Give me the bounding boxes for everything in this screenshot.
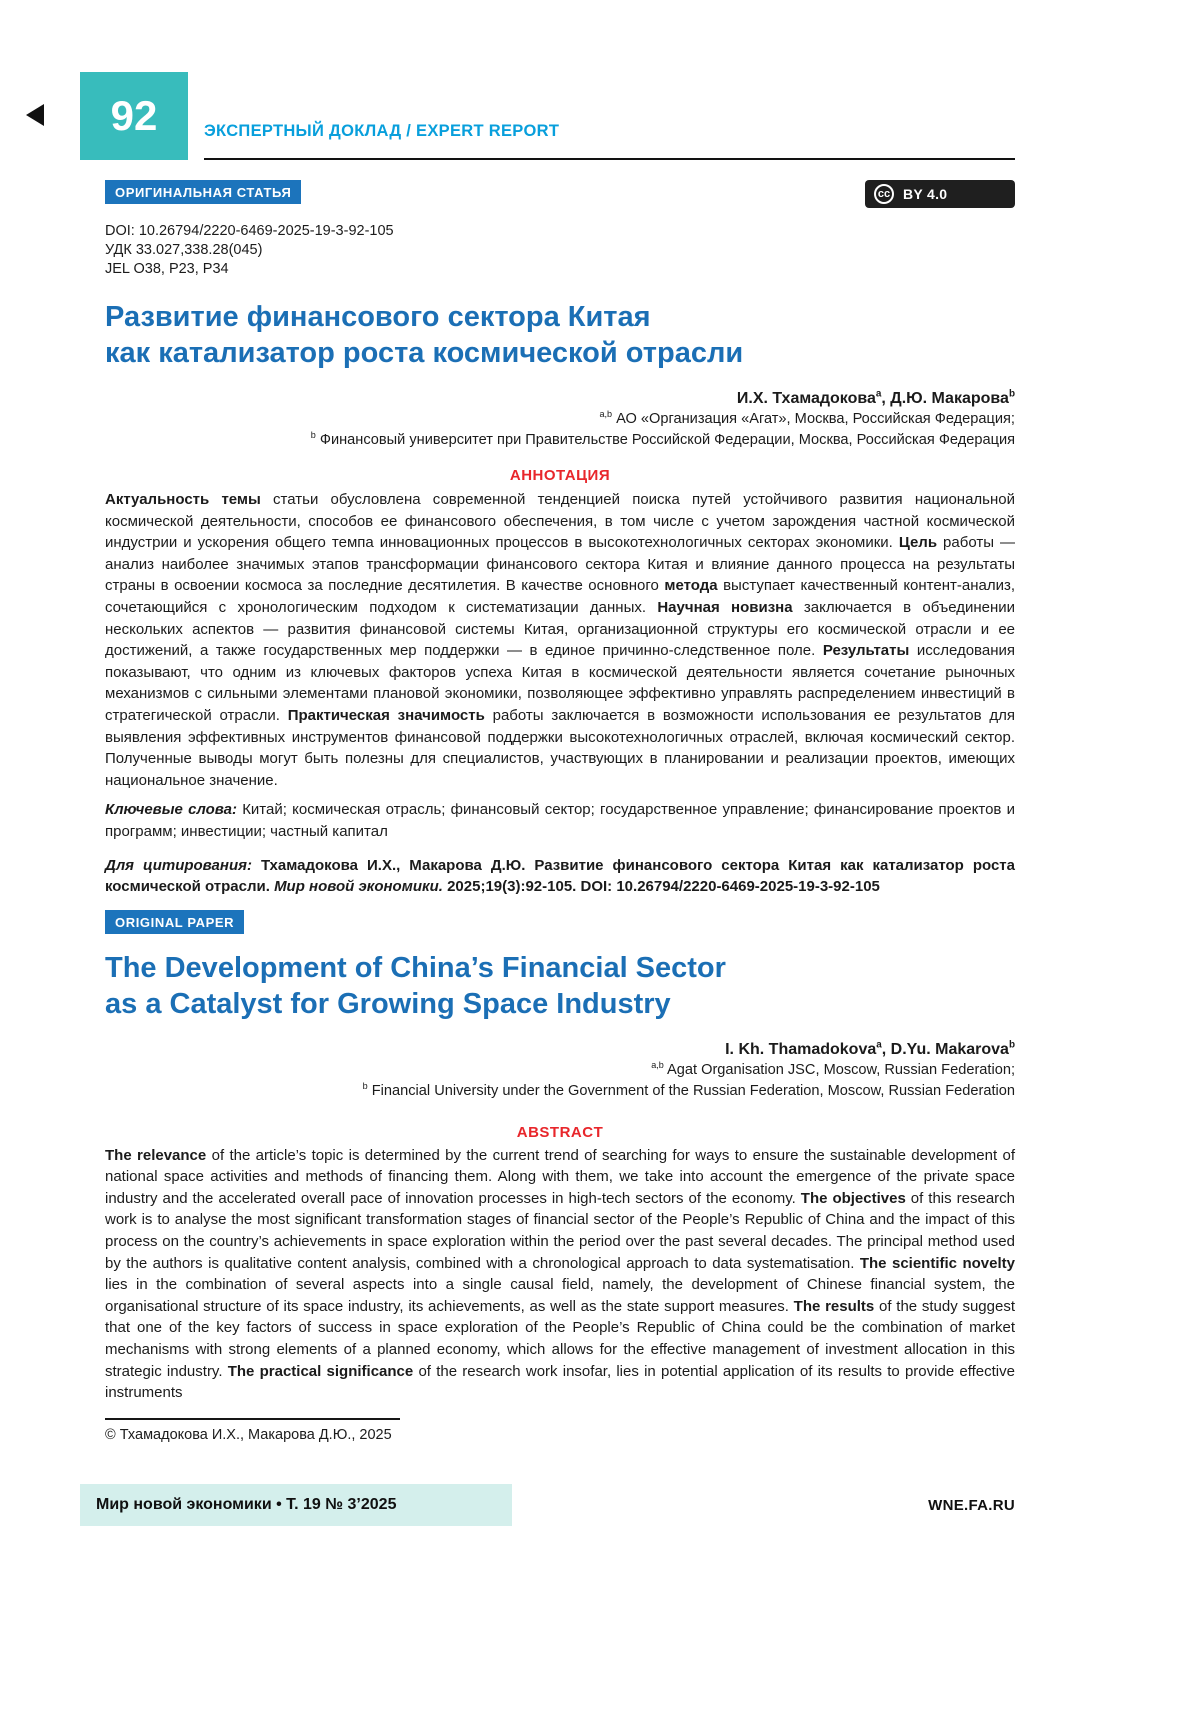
- abstract-label-en: ABSTRACT: [516, 1123, 604, 1141]
- affiliation-ru-2: $^b$ Финансовый университет при Правительстве Российской Федерации, Москва, Российская Федерация: [310, 430, 1015, 448]
- affiliation-en-1: $^{a,b}$ Agat Organisation JSC, Moscow, Russian Federation;: [651, 1059, 1015, 1078]
- title-en-line-1: The Development of China’s Financial Sector: [105, 951, 726, 984]
- badge-row-en: [105, 910, 1015, 934]
- header-rule: [204, 158, 1015, 160]
- journal-name-box: [80, 1484, 512, 1526]
- abstract-text-ru: Актуальность темы статьи обусловлена современной тенденцией поиска путей устойчивого развития национальной космической деятельности, способов ее финансового обеспечения, в том числе с учетом зарождения частной космической индустрии и ускорения общего темпа инновационных процессов в высокотехнологичных секторах экономики. Цель работы — анализ наиболее значимых этапов трансформации финансового сектора Китая и влияние данного процесса на результаты страны в освоении космоса за последние десятилетия. В качестве основного метода выступает качественный контент-анализ, сочетающийся с хронологическим подходом к систематизации данных. Научная новизна заключается в объединении нескольких аспектов — развития финансовой системы Китая, организационной структуры его космической отрасли и ее достижений, а также государственных мер поддержки — в единое причинно-следственное поле. Результаты исследования показывают, что одним из ключевых факторов успеха Китая в космической деятельности является сочетание рыночных механизмов с сильными элементами плановой экономики, позволяющее эффективно управлять распределением инвестиций в стратегической отрасли. Практическая значимость работы заключается в возможности использования ее результатов для выявления эффективных инструментов финансовой поддержки высокотехнологичных отраслей, включая космический сектор. Полученные выводы могут быть полезны для специалистов, участвующих в планировании и реализации проектов, имеющих национальное значение.: [105, 491, 1016, 789]
- keywords-ru: Ключевые слова: Китай; космическая отрасль; финансовый сектор; государственное управление; финансирование проектов и программ; инвестиции; частный капитал: [105, 801, 1015, 840]
- article-content: [105, 180, 1015, 1443]
- jel-line: JEL O38, P23, P34: [105, 261, 229, 277]
- doi-line: DOI: 10.26794/2220-6469-2025-19-3-92-105: [105, 223, 394, 239]
- abstract-label-ru: АННОТАЦИЯ: [509, 467, 611, 484]
- title-ru-line-2: как катализатор роста космической отрасли: [105, 337, 744, 369]
- authors-ru: И.Х. Тхамадокова$^a$, Д.Ю. Макарова$^b$: [736, 388, 1015, 407]
- authors-block-ru: [105, 389, 1015, 451]
- section-header: ЭКСПЕРТНЫЙ ДОКЛАД / EXPERT REPORT: [204, 122, 560, 140]
- cc-icon: cc: [874, 184, 894, 204]
- title-en-line-2: as a Catalyst for Growing Space Industry: [105, 987, 671, 1020]
- article-title-en: [105, 950, 1015, 1022]
- page-number: 92: [80, 72, 188, 160]
- original-article-badge: ОРИГИНАЛЬНАЯ СТАТЬЯ: [105, 180, 301, 204]
- affiliation-en-2: $^b$ Financial University under the Government of the Russian Federation, Moscow, Russian Federation: [362, 1080, 1015, 1099]
- page-edge-arrow-icon: [26, 104, 44, 126]
- udk-line: УДК 33.027,338.28(045): [105, 242, 263, 258]
- cc-license-badge: [865, 180, 1015, 208]
- badge-row-ru: [105, 180, 1015, 208]
- affiliation-ru-1: $^{a,b}$ АО «Организация «Агат», Москва, Российская Федерация;: [599, 409, 1015, 427]
- abstract-text-en: The relevance of the article’s topic is determined by the current trend of searching for ways to ensure the sustainable development of national space activities and methods of financing them. Along with them, we take into account the emergence of the private space industry and the accelerated overall pace of innovation processes in high-tech sectors of the economy. The objectives of this research work is to analyse the most significant transformation stages of financial sector of the People’s Republic of China and the impact of this process on the country’s achievements in space exploration within the period over the past several decades. The principal method used by the authors is qualitative content analysis, combined with a chronological approach to data systematisation. The scientific novelty lies in the combination of several aspects into a single causal field, namely, the development of Chinese financial system, the organisational structure of its space industry, its achievements, as well as the state support measures. The results of the study suggest that one of the key factors of success in space exploration of the People’s Republic of China could be the combination of market mechanisms with strong elements of a planned economy, which allows for the effective management of investment allocation in this strategic industry. The practical significance of the research work insofar, lies in potential application of its results to provide effective instruments: [105, 1146, 1016, 1402]
- footnote-divider: [105, 1418, 400, 1420]
- site-url: WNE.FA.RU: [928, 1496, 1015, 1514]
- copyright-line: © Тхамадокова И.Х., Макарова Д.Ю., 2025: [105, 1426, 392, 1443]
- journal-name: Мир новой экономики • Т. 19 № 3’2025: [96, 1496, 397, 1513]
- authors-block-en: [105, 1040, 1015, 1102]
- authors-en: I. Kh. Thamadokova$^a$, D.Yu. Makarova$^b$: [725, 1039, 1015, 1058]
- page-footer: [80, 1484, 1015, 1526]
- original-paper-badge: ORIGINAL PAPER: [105, 910, 244, 934]
- article-title-ru: [105, 299, 1015, 371]
- article-meta: [105, 222, 1015, 279]
- citation-ru: Для цитирования: Тхамадокова И.Х., Макарова Д.Ю. Развитие финансового сектора Китая как катализатор роста космической отрасли. Мир новой экономики. 2025;19(3):92-105. DOI: 10.26794/2220-6469-2025-19-3-92-105: [105, 856, 1015, 896]
- cc-license-label: BY 4.0: [903, 186, 948, 202]
- title-ru-line-1: Развитие финансового сектора Китая: [105, 301, 651, 333]
